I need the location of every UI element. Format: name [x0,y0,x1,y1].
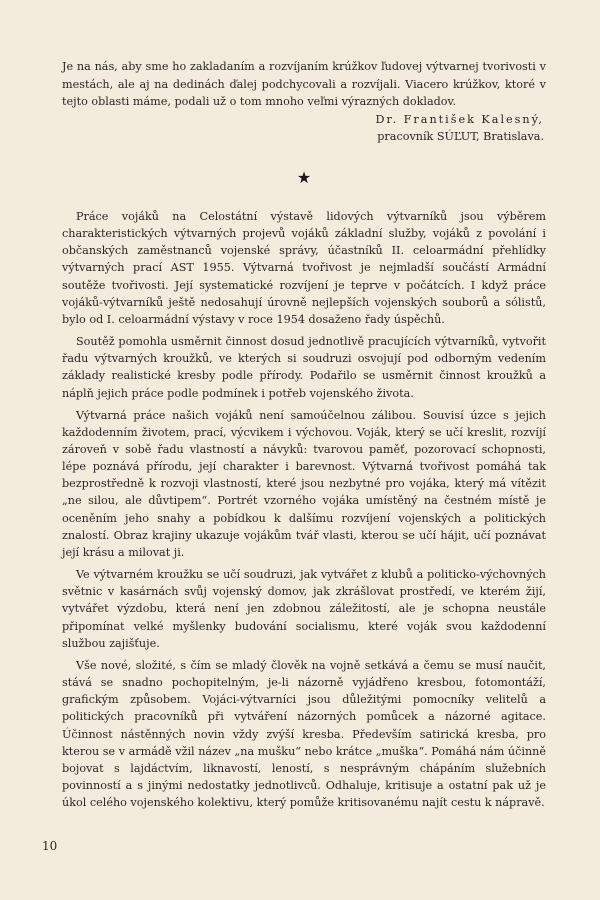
article-paragraph: Práce vojáků na Celostátní výstavě lidových výtvarníků jsou výběrem charakteristických výtvarných projevů vojáků základní služby, vojáků z povolání i občanských zaměstnanců vojenské správy, účastníků II. celoarmádní přehlídky výtvarných prací AST 1955. Výtvarná tvořivost je nejmladší součástí Armádní soutěže tvořivosti. Její systematické rozvíjení je teprve v počátcích. I když práce vojáků-výtvarníků ještě nedosahují úrovně nejlepších vojenských souborů a sólistů, bylo od I. celoarmádní výstavy v roce 1954 dosaženo řady úspěchů. [62,209,546,326]
article-paragraph: Soutěž pomohla usměrnit činnost dosud jednotlivě pracujících výtvarníků, vytvořit řadu výtvarných kroužků, ve kterých si soudruzi osvojují pod odborným vedením základy realistické kresby podle přírody. Podařilo se usměrnit činnost kroužků a náplň jejich práce podle podmínek i potřeb vojenského života. [62,335,546,400]
article-paragraph: Ve výtvarném kroužku se učí soudruzi, jak vytvářet z klubů a politicko-výchovných světnic v kasárnách svůj vojenský domov, jak zkrášlovat prostředí, ve kterém žijí, vytvářet výzdobu, která není jen zdobnou záležitostí, ale je schopna neustále připomínat velké myšlenky budování socialismu, které voják svou každodenní službou zajišťuje. [62,568,546,650]
article-paragraph: Vše nové, složité, s čím se mladý člověk na vojně setkává a čemu se musí naučit, stává se snadno pochopitelným, je-li názorně vyjádřeno kresbou, fotomontáží, grafickým způsobem. Vojáci-výtvarníci jsou důležitými pomocníky velitelů a politických pracovníků při vytváření názorných pomůcek a názorné agitace. Účinnost nástěnných novin vždy zvýší kresba. Především satirická kresba, pro kterou se v armádě vžil název „na mušku“ nebo krátce „muška“. Pomáhá nám účinně bojovat s lajdáctvím, liknavostí, leností, s nesprávným chápáním služebních povinností a s jinými nedostatky jednotlivců. Odhaluje, kritisuje a ostatní pak už je úkol celého vojenského kolektivu, který pomůže kritisovanému najít cestu k nápravě. [62,658,546,810]
page-number: 10 [42,839,58,853]
article-paragraph: Výtvarná práce našich vojáků není samoúčelnou zálibou. Souvisí úzce s jejich každodenním životem, prací, výcvikem i výchovou. Voják, který se učí kreslit, rozvíjí zároveň v sobě řadu vlastností a návyků: tvarovou paměť, pozorovací schopnosti, lépe poznává přírodu, její charakter i barevnost. Výtvarná tvořivost pomáhá tak bezprostředně k rozvoji vlastností, které jsou nezbytné pro vojáka, který má vítězit „ne silou, ale důvtipem“. Portrét vzorného vojáka umístěný na čestném místě je oceněním jeho snahy a pobídkou k dalšímu rozvíjení vojenských a politických znalostí. Obraz krajiny ukazuje vojákům tvář vlasti, kterou se učí hájit, učí poznávat její krásu a milovat ji. [62,408,546,559]
signature-affiliation: pracovník SÚĽUT, Bratislava. [377,130,544,144]
page-content [62,58,546,811]
signature-author: Dr. František Kalesný, [375,112,544,126]
intro-paragraph: Je na nás, aby sme ho zakladaním a rozvíjaním krúžkov ľudovej výtvarnej tvorivosti v mestách, ale aj na dedinách ďalej podchycovali a rozvíjali. Viacero krúžkov, ktoré v tejto oblasti máme, podali už o tom mnoho veľmi výrazných dokladov. [62,60,546,109]
article-body [62,208,546,811]
star-separator-icon: ★ [296,167,312,187]
